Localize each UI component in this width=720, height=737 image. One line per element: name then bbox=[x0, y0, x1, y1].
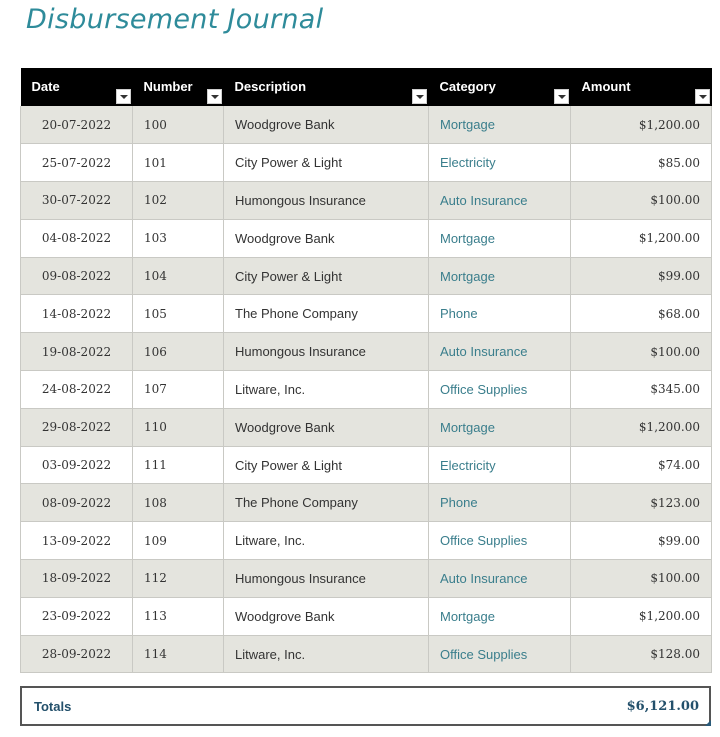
filter-dropdown-icon[interactable] bbox=[116, 89, 131, 104]
description-cell[interactable]: City Power & Light bbox=[224, 144, 429, 182]
table-row bbox=[21, 257, 712, 295]
description-cell[interactable]: City Power & Light bbox=[224, 257, 429, 295]
date-cell[interactable]: 20-07-2022 bbox=[21, 106, 133, 144]
column-header-label: Description bbox=[234, 79, 307, 94]
table-row bbox=[21, 295, 712, 333]
amount-cell[interactable]: $74.00 bbox=[571, 446, 712, 484]
column-header-label: Number bbox=[143, 79, 193, 94]
column-header-amount[interactable] bbox=[571, 68, 712, 106]
number-cell[interactable]: 110 bbox=[133, 408, 224, 446]
date-cell[interactable]: 24-08-2022 bbox=[21, 371, 133, 409]
table-row bbox=[21, 560, 712, 598]
date-cell[interactable]: 18-09-2022 bbox=[21, 560, 133, 598]
number-cell[interactable]: 111 bbox=[133, 446, 224, 484]
amount-cell[interactable]: $99.00 bbox=[571, 257, 712, 295]
number-cell[interactable]: 104 bbox=[133, 257, 224, 295]
filter-dropdown-icon[interactable] bbox=[554, 89, 569, 104]
number-cell[interactable]: 113 bbox=[133, 597, 224, 635]
totals-label: Totals bbox=[34, 699, 72, 714]
number-cell[interactable]: 106 bbox=[133, 333, 224, 371]
category-cell[interactable]: Auto Insurance bbox=[429, 560, 571, 598]
table-row bbox=[21, 219, 712, 257]
number-cell[interactable]: 102 bbox=[133, 182, 224, 220]
date-cell[interactable]: 30-07-2022 bbox=[21, 182, 133, 220]
table-row bbox=[21, 333, 712, 371]
table-row bbox=[21, 408, 712, 446]
amount-cell[interactable]: $1,200.00 bbox=[571, 106, 712, 144]
description-cell[interactable]: Litware, Inc. bbox=[224, 371, 429, 409]
description-cell[interactable]: Woodgrove Bank bbox=[224, 219, 429, 257]
column-header-number[interactable] bbox=[133, 68, 224, 106]
table-row bbox=[21, 446, 712, 484]
number-cell[interactable]: 109 bbox=[133, 522, 224, 560]
filter-dropdown-icon[interactable] bbox=[207, 89, 222, 104]
category-cell[interactable]: Mortgage bbox=[429, 257, 571, 295]
number-cell[interactable]: 101 bbox=[133, 144, 224, 182]
category-cell[interactable]: Auto Insurance bbox=[429, 182, 571, 220]
column-header-label: Category bbox=[439, 79, 496, 94]
amount-cell[interactable]: $68.00 bbox=[571, 295, 712, 333]
filter-dropdown-icon[interactable] bbox=[695, 89, 710, 104]
number-cell[interactable]: 112 bbox=[133, 560, 224, 598]
category-cell[interactable]: Office Supplies bbox=[429, 635, 571, 673]
number-cell[interactable]: 114 bbox=[133, 635, 224, 673]
category-cell[interactable]: Auto Insurance bbox=[429, 333, 571, 371]
table-row bbox=[21, 597, 712, 635]
description-cell[interactable]: Humongous Insurance bbox=[224, 560, 429, 598]
amount-cell[interactable]: $99.00 bbox=[571, 522, 712, 560]
description-cell[interactable]: The Phone Company bbox=[224, 295, 429, 333]
category-cell[interactable]: Mortgage bbox=[429, 106, 571, 144]
amount-cell[interactable]: $128.00 bbox=[571, 635, 712, 673]
category-cell[interactable]: Mortgage bbox=[429, 408, 571, 446]
amount-cell[interactable]: $1,200.00 bbox=[571, 219, 712, 257]
date-cell[interactable]: 29-08-2022 bbox=[21, 408, 133, 446]
table-row bbox=[21, 106, 712, 144]
number-cell[interactable]: 108 bbox=[133, 484, 224, 522]
category-cell[interactable]: Electricity bbox=[429, 144, 571, 182]
number-cell[interactable]: 105 bbox=[133, 295, 224, 333]
category-cell[interactable]: Mortgage bbox=[429, 219, 571, 257]
table-row bbox=[21, 144, 712, 182]
totals-amount[interactable]: $6,121.00 bbox=[626, 699, 699, 714]
date-cell[interactable]: 13-09-2022 bbox=[21, 522, 133, 560]
amount-cell[interactable]: $100.00 bbox=[571, 182, 712, 220]
date-cell[interactable]: 09-08-2022 bbox=[21, 257, 133, 295]
table-header-row bbox=[21, 68, 712, 106]
amount-cell[interactable]: $123.00 bbox=[571, 484, 712, 522]
description-cell[interactable]: Litware, Inc. bbox=[224, 635, 429, 673]
number-cell[interactable]: 103 bbox=[133, 219, 224, 257]
date-cell[interactable]: 14-08-2022 bbox=[21, 295, 133, 333]
amount-cell[interactable]: $85.00 bbox=[571, 144, 712, 182]
category-cell[interactable]: Mortgage bbox=[429, 597, 571, 635]
category-cell[interactable]: Electricity bbox=[429, 446, 571, 484]
category-cell[interactable]: Office Supplies bbox=[429, 522, 571, 560]
table-row bbox=[21, 371, 712, 409]
category-cell[interactable]: Office Supplies bbox=[429, 371, 571, 409]
amount-cell[interactable]: $345.00 bbox=[571, 371, 712, 409]
table-row bbox=[21, 484, 712, 522]
description-cell[interactable]: Woodgrove Bank bbox=[224, 597, 429, 635]
date-cell[interactable]: 25-07-2022 bbox=[21, 144, 133, 182]
date-cell[interactable]: 03-09-2022 bbox=[21, 446, 133, 484]
column-header-label: Amount bbox=[581, 79, 631, 94]
page-title: Disbursement Journal bbox=[26, 4, 324, 35]
table-row bbox=[21, 182, 712, 220]
description-cell[interactable]: Litware, Inc. bbox=[224, 522, 429, 560]
category-cell[interactable]: Phone bbox=[429, 484, 571, 522]
date-cell[interactable]: 08-09-2022 bbox=[21, 484, 133, 522]
totals-row bbox=[20, 686, 711, 726]
date-cell[interactable]: 23-09-2022 bbox=[21, 597, 133, 635]
column-header-category[interactable] bbox=[429, 68, 571, 106]
amount-cell[interactable]: $1,200.00 bbox=[571, 408, 712, 446]
disbursement-table bbox=[20, 68, 711, 673]
column-header-label: Date bbox=[31, 79, 60, 94]
description-cell[interactable]: Woodgrove Bank bbox=[224, 408, 429, 446]
amount-cell[interactable]: $100.00 bbox=[571, 333, 712, 371]
description-cell[interactable]: City Power & Light bbox=[224, 446, 429, 484]
amount-cell[interactable]: $1,200.00 bbox=[571, 597, 712, 635]
number-cell[interactable]: 107 bbox=[133, 371, 224, 409]
description-cell[interactable]: The Phone Company bbox=[224, 484, 429, 522]
table-row bbox=[21, 635, 712, 673]
table-row bbox=[21, 522, 712, 560]
filter-dropdown-icon[interactable] bbox=[412, 89, 427, 104]
date-cell[interactable]: 19-08-2022 bbox=[21, 333, 133, 371]
description-cell[interactable]: Woodgrove Bank bbox=[224, 106, 429, 144]
description-cell[interactable]: Humongous Insurance bbox=[224, 182, 429, 220]
column-header-date[interactable] bbox=[21, 68, 133, 106]
category-cell[interactable]: Phone bbox=[429, 295, 571, 333]
amount-cell[interactable]: $100.00 bbox=[571, 560, 712, 598]
table-resize-handle-icon[interactable] bbox=[705, 720, 711, 726]
description-cell[interactable]: Humongous Insurance bbox=[224, 333, 429, 371]
number-cell[interactable]: 100 bbox=[133, 106, 224, 144]
date-cell[interactable]: 04-08-2022 bbox=[21, 219, 133, 257]
date-cell[interactable]: 28-09-2022 bbox=[21, 635, 133, 673]
column-header-description[interactable] bbox=[224, 68, 429, 106]
